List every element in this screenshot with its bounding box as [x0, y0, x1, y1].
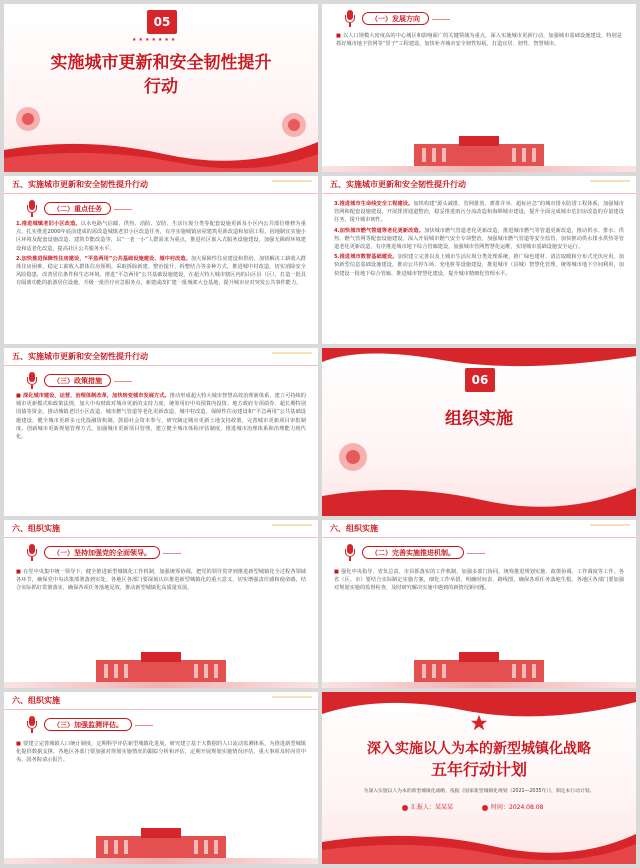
slide-title-line1: 实施城市更新和安全韧性提升	[50, 53, 272, 73]
section-heading: （三）政策措施	[44, 374, 111, 387]
reporter-info: 汇报人：某某某	[402, 802, 453, 811]
slide-key-tasks-continued[interactable]	[322, 176, 636, 344]
section-bar	[322, 176, 636, 194]
red-wave-decoration	[322, 476, 636, 516]
body-text: ■ 在党中央集中统一领导下，健全推进新型城镇化工作机制，加强统筹协调，把党的领导贯穿到推进新型城镇化全过程各领域各环节，确保党中央决策部署落到实处。各地区各部门要深刻认识推进新型城镇化的重大意义，切实增强责任感和使命感，结合实际抓好贯彻落实，确保各项任务落地见效，推动新型城镇化高质量发展。	[16, 569, 306, 592]
section-title: 六、组织实施	[12, 524, 60, 533]
building-icon	[404, 134, 554, 168]
body-text: ■ 深化城市建设、运营、治理体制改革，加快转变城市发展方式。推动形成超大特大城市智慧高效治理新体系，建立可持续的城市更新模式和政策法规，加大中央财政对城市更新的支持力度，统筹用好中央预算内投资、地方政府专项债券、超长期特别国债等资金，推动城镇老旧小区改造、城市燃气管道等老化更新改造、城中村改造、保障性住房建设和“平急两用”公共基础设施建设，健全城市更新多元化投融资机制，鼓励社会资本参与，研究制定城市更新土地支持政策，完善城市更新项目审批制度，创新城市更新规划管理方式，加强城市更新项目管理，建立健全城市体检评估制度，推进城市治理体系和治理能力现代化。	[16, 393, 306, 441]
microphone-icon	[26, 200, 38, 218]
cover-title-line1: 深入实施以人为本的新型城镇化战略	[367, 741, 591, 757]
building-icon	[404, 650, 554, 684]
building-decoration	[4, 648, 318, 688]
section-heading: （一）坚持加强党的全面领导。	[44, 546, 160, 559]
section-bar	[4, 692, 318, 710]
person-icon	[402, 805, 408, 811]
red-wave-decoration	[4, 132, 318, 172]
cover-title-line2: 五年行动计划	[430, 760, 527, 779]
microphone-icon	[344, 544, 356, 562]
slide-development-direction[interactable]	[322, 4, 636, 172]
cover-subtitle: 为深入实施以人为本的新型城镇化战略，依据《国家新型城镇化规划（2021—2035年）》，制定本行动计划。	[363, 789, 595, 794]
slide-title: 组织实施	[445, 409, 513, 429]
building-decoration	[4, 824, 318, 864]
building-decoration	[322, 132, 636, 172]
section-title: 五、实施城市更新和安全韧性提升行动	[12, 352, 148, 361]
building-decoration	[322, 648, 636, 688]
section-title: 六、组织实施	[330, 524, 378, 533]
date-info: 时间：2024.08.08	[482, 802, 543, 811]
body-text: ■ 强化中央指导、省负总责、市县抓落实的工作机制，加强多部门协同，统筹推进规划实施、政策协调、工作调度等工作。各省（区、市）要结合实际制定实施方案，细化工作举措，明确时间表、路线图，确保各项任务落地生根。各地区各部门要加强对规划实施的监督检查，及时研究解决实施中遇到的新情况新问题。	[334, 569, 624, 592]
clock-icon	[482, 805, 488, 811]
microphone-icon	[26, 544, 38, 562]
section-bar	[322, 520, 636, 538]
section-heading: （一）发展方向	[362, 12, 429, 25]
section-bar	[4, 176, 318, 194]
section-number-badge: 06	[465, 368, 495, 392]
building-icon	[86, 826, 236, 860]
slide-closing-cover[interactable]	[322, 692, 636, 864]
section-title: 五、实施城市更新和安全韧性提升行动	[330, 180, 466, 189]
body-text: 3.推进城市生命线安全工程建设。加快构建“源头减排、管网排放、蓄排并举、超标应急”的城市排水防涝工程体系，加强城市管网和配套设施建设，开展排涝通道整治，稳妥推进雨污分流改造和海绵城市建设，提升全面完成城市危旧房改造的存量建设任务，提升城市韧性。 4.加快城市燃气管道等老化更新改造。加快城市燃气管道老化更新改造，推进城市燃气等管道更新改造，推动供水、排水、供热、燃气管网等配套设施建设。深入开展城市燃气安全专项整治，加强城市燃气管道等安全监管，加快推动供水排水供热等管道老化更新改造，有序推进城市地下综合管廊建设，加强城市管网智慧化运维，实现城市基础设施安全运行。 5.推进城市数智基础建设。加快建立完善以及上城市生活垃圾分类处理系统，推广绿色建材、清洁取暖和分布式光伏应用。加快新型信息基础设施建设，推动公共停车场、充电桩等设施建设，推进城市（县城）智慧化管理，统筹城市地下空间利用，加快建设一批地下综合管廊，推进城市智慧化建设，提升城市精细化管理水平。	[334, 201, 624, 277]
red-wave-decoration	[322, 820, 636, 864]
microphone-icon	[344, 10, 356, 28]
microphone-icon	[26, 372, 38, 390]
slide-monitoring-evaluation[interactable]	[4, 692, 318, 864]
slide-key-tasks[interactable]	[4, 176, 318, 344]
building-icon	[86, 650, 236, 684]
flower-decoration-icon	[8, 94, 48, 144]
slide-implementation-mechanism[interactable]	[322, 520, 636, 688]
section-title: 五、实施城市更新和安全韧性提升行动	[12, 180, 148, 189]
section-heading: （二）完善实施推进机制。	[362, 546, 464, 559]
flower-decoration-icon	[274, 100, 314, 150]
star-row: ★★★★★★★	[132, 37, 178, 43]
slide-title-05[interactable]	[4, 4, 318, 172]
star-icon	[470, 714, 488, 732]
section-bar	[4, 348, 318, 366]
body-text: 1.推进城镇老旧小区改造。以水电路气信邮、供热、消防、安防、生活垃圾分类等配套设施更新及小区内公共部位维修为重点，扎实推进2000年底前建成的需改造城镇老旧小区改造任务，有序实施城镇房屋建筑更新改造和加固工程，因地制宜实施小区环境及配套设施改造、建筑节能改造等，以“一老一小”人群需求为重点，推进社区嵌入式服务设施建设，加强无障碍环境建设和适老化改造，提高社区公共服务水平。 2.加快推进保障性住房建设、“平急两用”公共基础设施建设、城中村改造。加大保障性住房建设和供给，加快解决工薪收入群体住房困难，稳定工薪收入群体住房预期。采取拆除新建、整治提升、拆整结合等多种方式，推进城中村改造，切实消除安全风险隐患，改善居住条件和生态环境。推进“平急两用”公共基础设施建设，在超大特大城市辖区内的山区县（区），打造一批具有隔离功能的旅游居住设施，升级一批医疗应急服务点，新建或改扩建一批城郊大仓基地，提升城市应对突发公共事件能力。	[16, 221, 306, 287]
flower-decoration-icon	[328, 432, 378, 482]
body-text: ■ 要建立完善城镇人口统计制度，定期科学评估新型城镇化进展，研究建立基于大数据的人口流动监测体系，为推进新型城镇化提供数据支撑。各地区各部门要加强对规划实施情况的跟踪分析和评估，定期开展规划实施情况评估，重大事项及时向党中央、国务院请示报告。	[16, 741, 306, 764]
section-heading: （三）加强监测评估。	[44, 718, 132, 731]
section-title: 六、组织实施	[12, 696, 60, 705]
slide-title-line2: 行动	[144, 77, 178, 97]
slide-party-leadership[interactable]	[4, 520, 318, 688]
slide-policy-measures[interactable]	[4, 348, 318, 516]
section-heading: （二）重点任务	[44, 202, 111, 215]
body-text: ■ 以人口规模大密度高的中心城区和影响面广的关键领域为重点，深入实施城市更新行动，加强城市基础设施建设，特别是抓好城市地下管网等“里子”工程建设，加快补齐城市安全韧性短板，打造宜居、韧性、智慧城市。	[336, 33, 622, 48]
slide-title-06[interactable]	[322, 348, 636, 516]
section-number-badge: 05	[147, 10, 177, 34]
microphone-icon	[26, 716, 38, 734]
section-bar	[4, 520, 318, 538]
